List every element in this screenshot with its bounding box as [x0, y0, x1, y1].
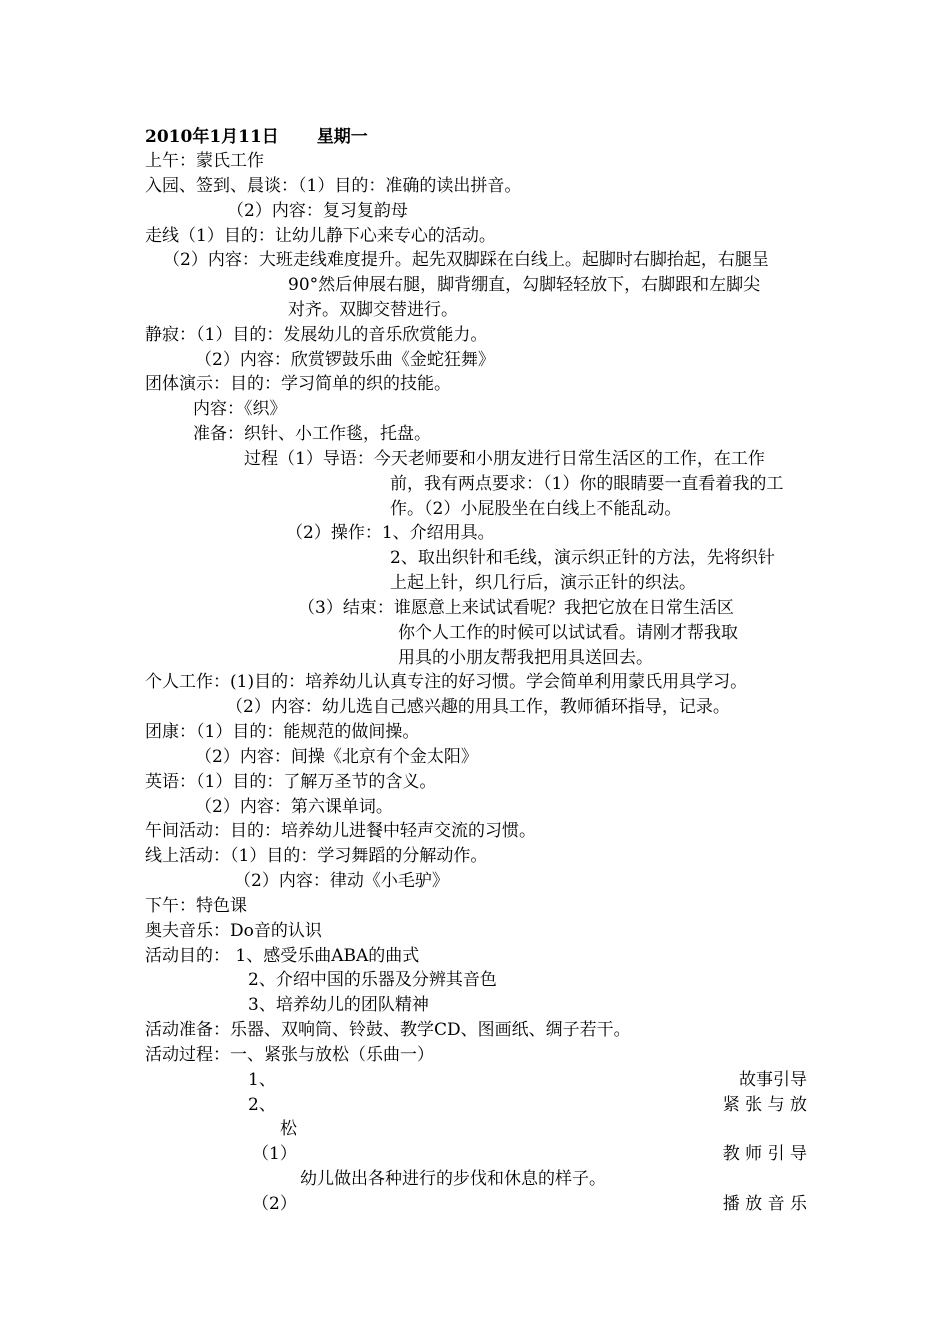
weekday: 星期一 [316, 127, 368, 147]
line-individual-goal: 个人工作：(1)目的：培养幼儿认真专注的好习惯。学会简单利用蒙氏用具学习。 [145, 672, 748, 692]
line-silence-content: （2）内容：欣赏锣鼓乐曲《金蛇狂舞》 [195, 350, 495, 370]
line-activity-goal-1: 活动目的： 1、感受乐曲ABA的曲式 [145, 946, 420, 966]
line-process-end-3: 用具的小朋友帮我把用具送回去。 [398, 648, 653, 668]
line-arrival: 入园、签到、晨谈：（1）目的：准确的读出拼音。 [145, 176, 522, 196]
line-exercise-goal: 团康：（1）目的：能规范的做间操。 [145, 722, 420, 742]
line-activity-goal-3: 3、培养幼儿的团队精神 [248, 995, 429, 1015]
line-online-content: （2）内容：律动《小毛驴》 [234, 871, 449, 891]
date-heading [145, 125, 368, 150]
line-individual-content: （2）内容：幼儿选自己感兴趣的用具工作，教师循环指导，记录。 [226, 697, 730, 717]
line-process-operate: （2）操作：1、介绍用具。 [286, 523, 495, 543]
step-1-text: 故事引导 [739, 1070, 807, 1090]
line-activity-goal-2: 2、介绍中国的乐器及分辨其音色 [248, 970, 497, 990]
step-2-text-cont: 松 [280, 1119, 297, 1139]
line-process-operate-3: 上起上针，织几行后，演示正针的织法。 [390, 573, 696, 593]
line-english-goal: 英语：（1）目的：了解万圣节的含义。 [145, 772, 437, 792]
line-morning: 上午：蒙氏工作 [145, 151, 264, 171]
line-afternoon: 下午：特色课 [145, 896, 247, 916]
line-online-goal: 线上活动：（1）目的：学习舞蹈的分解动作。 [145, 846, 488, 866]
substep-2-text: 播 放 音 乐 [722, 1194, 807, 1214]
step-2-text: 紧 张 与 放 [722, 1095, 807, 1115]
substep-2-number: （2） [252, 1194, 297, 1214]
date: 2010年1月11日 [145, 127, 279, 147]
line-orff: 奥夫音乐：Do音的认识 [145, 921, 322, 941]
line-walk-content-2: 90°然后伸展右腿，脚背绷直，勾脚轻轻放下，右脚跟和左脚尖 [288, 275, 761, 295]
line-noon: 午间活动：目的：培养幼儿进餐中轻声交流的习惯。 [145, 821, 536, 841]
line-process-end-2: 你个人工作的时候可以试试看。请刚才帮我取 [398, 623, 738, 643]
line-walk-content-3: 对齐。双脚交替进行。 [288, 300, 458, 320]
line-process-intro-3: 作。（2）小屁股坐在白线上不能乱动。 [390, 499, 682, 519]
substep-1-text: 教 师 引 导 [722, 1144, 807, 1164]
line-activity-prep: 活动准备：乐器、双响筒、铃鼓、教学CD、图画纸、绸子若干。 [145, 1020, 631, 1040]
line-group-content: 内容：《织》 [193, 399, 287, 419]
substep-1-number: （1） [252, 1144, 297, 1164]
line-english-content: （2）内容：第六课单词。 [195, 797, 393, 817]
line-activity-process: 活动过程：一、紧张与放松（乐曲一） [145, 1045, 434, 1065]
line-silence-goal: 静寂：（1）目的：发展幼儿的音乐欣赏能力。 [145, 325, 488, 345]
line-process-intro-2: 前，我有两点要求：（1）你的眼睛要一直看着我的工 [390, 474, 784, 494]
line-walk-goal: 走线（1）目的：让幼儿静下心来专心的活动。 [145, 226, 496, 246]
step-1-number: 1、 [248, 1070, 276, 1090]
substep-1-detail: 幼儿做出各种进行的步伐和休息的样子。 [300, 1169, 606, 1189]
line-arrival-content: （2）内容：复习复韵母 [227, 201, 408, 221]
step-2-number: 2、 [248, 1095, 276, 1115]
line-group-prep: 准备：织针、小工作毯，托盘。 [193, 424, 431, 444]
line-process-end: （3）结束：谁愿意上来试试看呢？我把它放在日常生活区 [298, 598, 734, 618]
line-process-intro: 过程（1）导语：今天老师要和小朋友进行日常生活区的工作，在工作 [244, 449, 765, 469]
line-process-operate-2: 2、取出织针和毛线，演示织正针的方法，先将织针 [390, 548, 775, 568]
line-exercise-content: （2）内容：间操《北京有个金太阳》 [195, 747, 478, 767]
line-group-goal: 团体演示：目的：学习简单的织的技能。 [145, 374, 451, 394]
line-walk-content: （2）内容：大班走线难度提升。起先双脚踩在白线上。起脚时右脚抬起，右腿呈 [163, 250, 769, 270]
